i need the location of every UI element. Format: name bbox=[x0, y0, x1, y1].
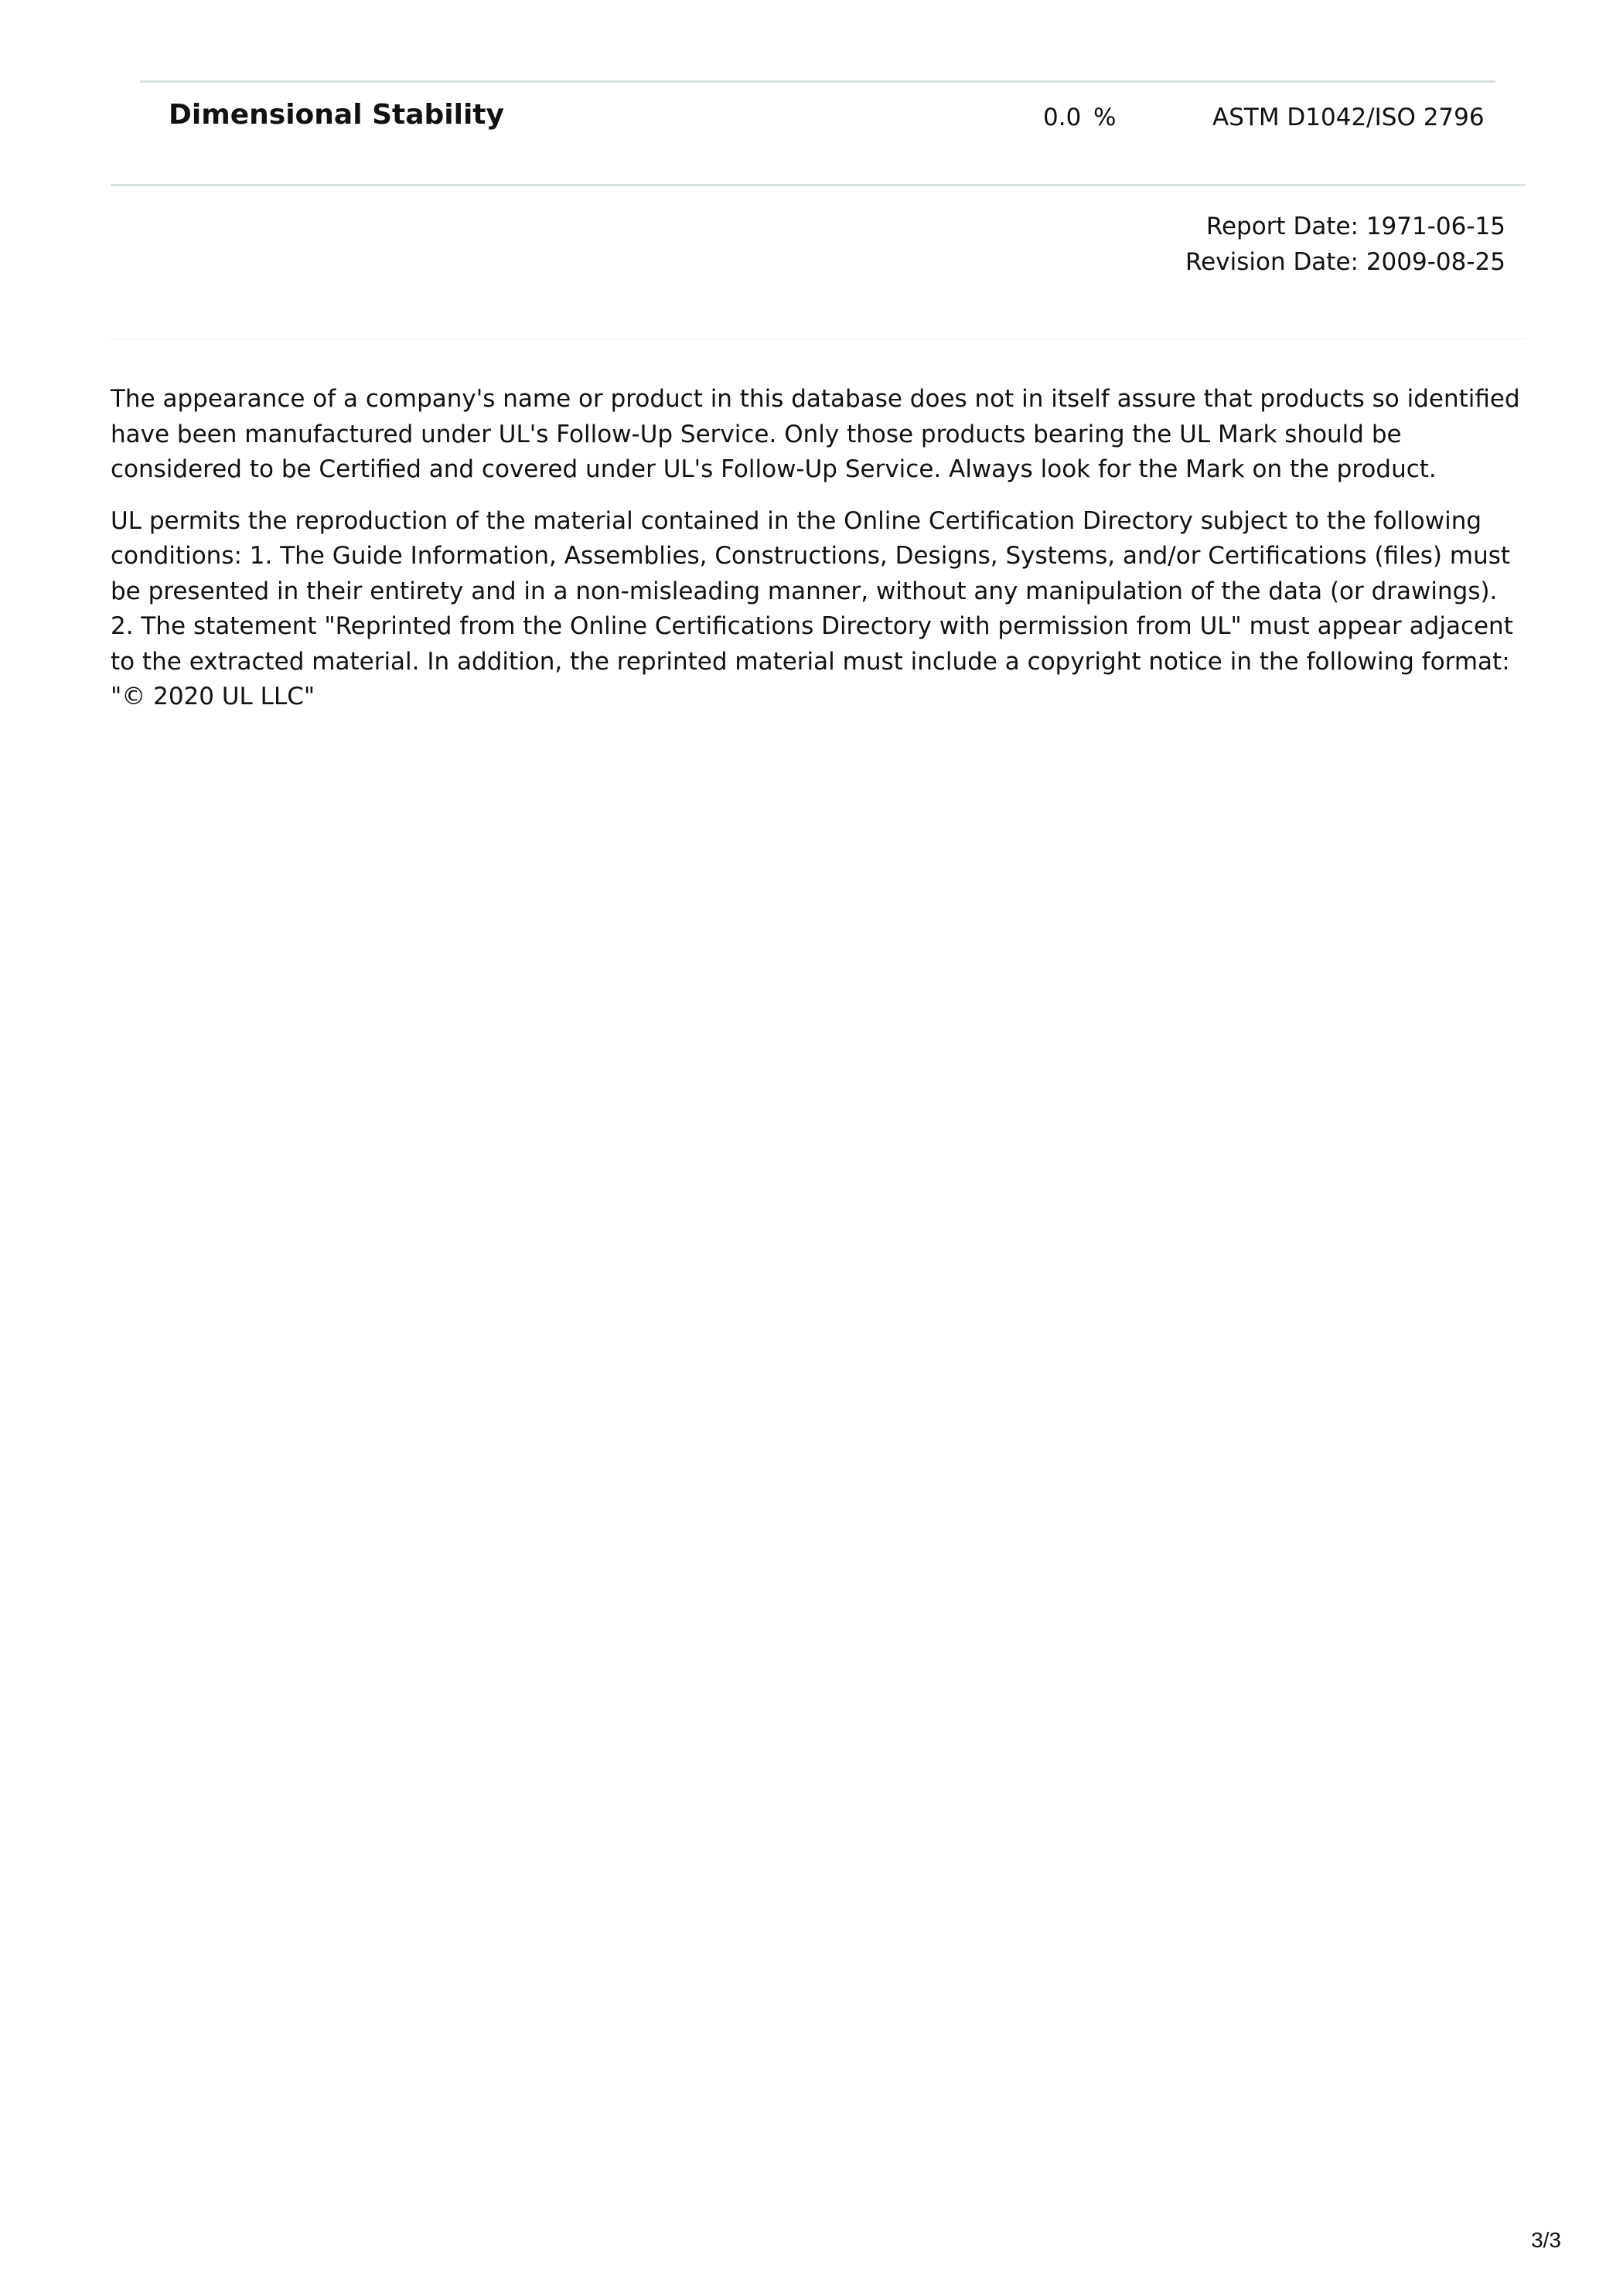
disclaimer-paragraph-reproduction: UL permits the reproduction of the material contained in the Online Certification Directory subject to the following conditions: 1. The Guide Information, Assemblies, Constructions, Designs, Systems, and/or Certifications (files) must be presented in their entirety and in a non-misleading manner, without any manipulation of the data (or drawings). 2. The statement "Reprinted from the Online Certifications Directory with permission from UL" must appear adjacent to the extracted material. In addition, the reprinted material must include a copyright notice in the following format: "© 2020 UL LLC" bbox=[111, 506, 1513, 710]
property-bottom-divider bbox=[111, 184, 1526, 186]
report-dates bbox=[1185, 209, 1505, 280]
property-unit: % bbox=[1093, 104, 1117, 131]
report-date: Report Date: 1971-06-15 bbox=[1205, 213, 1505, 240]
property-value: 0.0 bbox=[1043, 104, 1082, 131]
property-test-method: ASTM D1042/ISO 2796 bbox=[1212, 104, 1485, 131]
revision-date: Revision Date: 2009-08-25 bbox=[1185, 248, 1505, 276]
disclaimer-section bbox=[111, 382, 1526, 731]
page-number: 3/3 bbox=[1531, 2228, 1561, 2252]
disclaimer-paragraph-mark: The appearance of a company's name or product in this database does not in itself assure that products so identified have been manufactured under UL's Follow-Up Service. Only those products bearing the UL Mark should be considered to be Certified and covered under UL's Follow-Up Service. Always look for the Mark on the product. bbox=[111, 385, 1520, 483]
property-name: Dimensional Stability bbox=[169, 99, 504, 131]
property-row bbox=[140, 85, 1495, 150]
property-top-divider bbox=[140, 80, 1495, 83]
